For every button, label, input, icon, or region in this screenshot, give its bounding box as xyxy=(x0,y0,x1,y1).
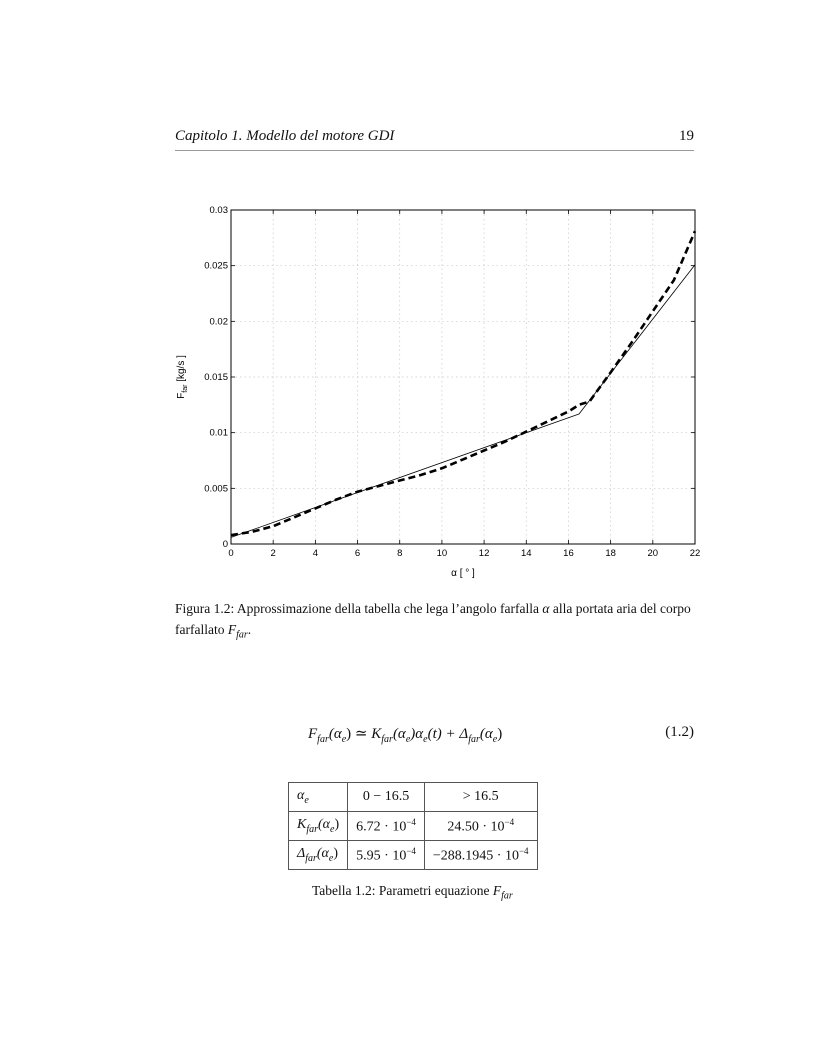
eq-rel: ≃ xyxy=(351,726,372,742)
table-row xyxy=(289,841,538,870)
k-sub: far xyxy=(306,823,319,835)
chart-series xyxy=(231,231,695,537)
y-axis-label-sub: far xyxy=(182,384,189,393)
y-tick-label: 0 xyxy=(222,539,228,550)
equation-number: (1.2) xyxy=(665,724,694,740)
delta-v1-exp: −4 xyxy=(406,845,416,856)
x-axis-label: α [ ° ] xyxy=(451,568,475,579)
x-tick-label: 22 xyxy=(689,548,701,559)
k-v1-exp: −4 xyxy=(406,816,416,827)
eq-k-arg: (α xyxy=(392,726,406,742)
x-tick-label: 20 xyxy=(647,548,659,559)
caption-var-sub: far xyxy=(236,629,248,641)
equation-1-2 xyxy=(308,724,502,745)
figure-caption xyxy=(175,598,694,646)
y-axis-label xyxy=(176,355,189,399)
table-cell xyxy=(424,812,537,841)
table-row xyxy=(289,812,538,841)
eq-d-arg-sub: e xyxy=(492,734,498,745)
caption-var: F xyxy=(227,622,237,637)
table-cell: > 16.5 xyxy=(424,783,537,812)
series-line-tabella xyxy=(231,231,695,535)
k-close: ) xyxy=(334,817,340,833)
eq-t: (t) + Δ xyxy=(427,726,469,742)
y-tick-label: 0.03 xyxy=(209,205,228,216)
x-tick-label: 0 xyxy=(228,548,234,559)
page-number: 19 xyxy=(679,128,694,144)
caption-alpha: α xyxy=(542,601,550,616)
delta-v1: 5.95 · 10 xyxy=(356,848,407,864)
eq-lhs-arg: (α xyxy=(328,726,342,742)
table-cell xyxy=(348,841,425,870)
eq-d-sub: far xyxy=(468,734,480,745)
table-caption-text: Tabella 1.2: Parametri equazione xyxy=(312,883,493,898)
eq-k-sub: far xyxy=(381,734,393,745)
x-tick-label: 16 xyxy=(563,548,574,559)
caption-end: . xyxy=(247,622,252,637)
table-cell xyxy=(289,812,348,841)
parameters-table xyxy=(288,782,538,870)
eq-k: K xyxy=(371,726,382,742)
series-line-approssimazione xyxy=(231,265,695,538)
eq-d-arg: (α xyxy=(479,726,493,742)
caption-middle: alla portata aria del corpo farfallato xyxy=(175,601,691,637)
x-tick-label: 10 xyxy=(436,548,448,559)
table-caption-var-sub: far xyxy=(501,890,513,902)
table-cell xyxy=(348,812,425,841)
delta-arg: (α xyxy=(316,846,329,862)
table-cell xyxy=(289,783,348,812)
alpha-symbol: α xyxy=(297,788,305,804)
eq-lhs-arg-sub: e xyxy=(341,734,347,745)
chart-grid xyxy=(231,210,695,544)
x-tick-label: 6 xyxy=(354,548,361,559)
k-v1: 6.72 · 10 xyxy=(356,819,407,835)
eq-d-close: ) xyxy=(497,726,503,742)
delta-v2-exp: −4 xyxy=(518,845,529,856)
x-tick-label: 14 xyxy=(520,548,532,559)
table-caption-var: F xyxy=(492,883,502,898)
x-tick-label: 4 xyxy=(312,548,319,559)
k-symbol: K xyxy=(297,817,307,833)
k-arg: (α xyxy=(318,817,331,833)
y-tick-label: 0.01 xyxy=(209,427,228,439)
y-tick-label: 0.02 xyxy=(209,316,228,328)
table-caption xyxy=(312,883,513,902)
delta-symbol: Δ xyxy=(297,846,306,862)
table-cell xyxy=(289,841,348,870)
table-cell xyxy=(424,841,537,870)
eq-lhs: F xyxy=(308,726,318,742)
chapter-title: Capitolo 1. Modello del motore GDI xyxy=(175,128,395,144)
delta-close: ) xyxy=(333,846,339,862)
delta-sub: far xyxy=(305,852,317,864)
x-tick-label: 18 xyxy=(605,548,616,559)
table-header-row xyxy=(289,783,538,812)
delta-v2: −288.1945 · 10 xyxy=(432,848,519,864)
x-tick-label: 12 xyxy=(478,548,490,559)
throttle-flow-chart xyxy=(170,200,710,590)
y-tick-label: 0.025 xyxy=(204,260,228,272)
eq-k-alpha-sub: e xyxy=(423,734,428,745)
delta-arg-sub: e xyxy=(328,852,334,864)
eq-lhs-sub: far xyxy=(317,734,329,745)
chart-ticks xyxy=(204,205,700,559)
x-tick-label: 8 xyxy=(397,548,403,559)
caption-prefix: Figura 1.2: Approssimazione della tabella che lega l’angolo farfalla xyxy=(175,601,543,616)
y-axis-label-unit: [kg/s ] xyxy=(176,355,187,385)
y-tick-label: 0.015 xyxy=(204,372,228,383)
eq-lhs-close: ) xyxy=(346,726,352,742)
y-tick-label: 0.005 xyxy=(204,483,228,495)
page-header xyxy=(175,126,694,151)
y-axis-label-main: F xyxy=(176,392,187,399)
plot-frame xyxy=(231,210,695,544)
table-cell: 0 − 16.5 xyxy=(348,783,425,812)
k-v2: 24.50 · 10 xyxy=(447,819,505,835)
x-tick-label: 2 xyxy=(270,548,276,559)
alpha-sub: e xyxy=(304,794,309,806)
eq-k-arg-sub: e xyxy=(405,734,411,745)
eq-k-close: )α xyxy=(410,726,424,742)
k-v2-exp: −4 xyxy=(504,816,515,827)
k-arg-sub: e xyxy=(330,823,335,835)
